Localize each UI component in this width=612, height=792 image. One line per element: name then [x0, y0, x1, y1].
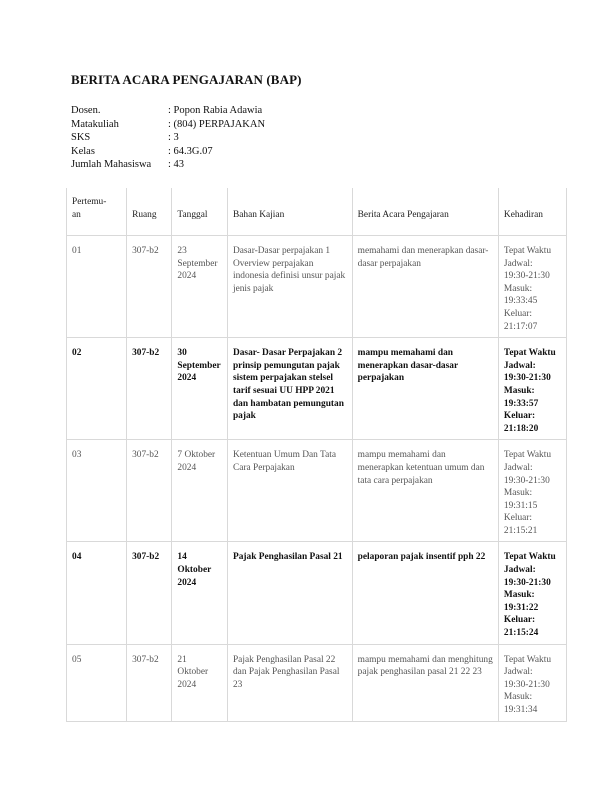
- cell-bahan-kajian: Dasar- Dasar Perpajakan 2 prinsip pemungutan pajak sistem perpajakan stelsel tarif sesuai UU HPP 2021 dan hambatan pemungutan pajak: [227, 338, 352, 440]
- kehadiran-masuk: 19:31:15: [503, 500, 538, 511]
- info-label: Dosen.: [71, 105, 101, 116]
- cell-pertemuan: 05: [67, 644, 127, 721]
- cell-tanggal: 23 September 2024: [172, 236, 228, 338]
- info-label: Kelas: [71, 145, 95, 157]
- kehadiran-jadwal: 19:30-21:30: [503, 577, 551, 588]
- cell-bahan-kajian: Dasar-Dasar perpajakan 1 Overview perpajakan indonesia definisi unsur pajak jenis pajak: [227, 236, 352, 338]
- cell-pertemuan: 02: [67, 338, 127, 440]
- kehadiran-jadwal: 19:30-21:30: [503, 271, 550, 282]
- kehadiran-masuk-label: Masuk:: [503, 385, 535, 396]
- info-value: : Popon Rabia Adawia: [168, 105, 263, 116]
- kehadiran-keluar-label: Keluar:: [503, 615, 536, 626]
- info-label: Jumlah Mahasiswa: [71, 159, 152, 170]
- table-row: [67, 542, 567, 644]
- cell-kehadiran: [498, 236, 566, 338]
- info-label: Matakuliah: [71, 118, 119, 130]
- page-title: BERITA ACARA PENGAJARAN (BAP): [71, 72, 302, 87]
- info-label: SKS: [71, 132, 91, 143]
- cell-berita-acara: mampu memahami dan menerapkan ketentuan umum dan tata cara perpajakan: [352, 440, 498, 542]
- header-ruang: Ruang: [127, 188, 172, 236]
- cell-bahan-kajian: Pajak Penghasilan Pasal 22 dan Pajak Penghasilan Pasal 23: [227, 644, 352, 721]
- info-value: : (804) PERPAJAKAN: [168, 118, 266, 130]
- kehadiran-jadwal-label: Jadwal:: [503, 462, 533, 473]
- kehadiran-jadwal-label: Jadwal:: [503, 258, 533, 269]
- kehadiran-masuk-label: Masuk:: [503, 590, 535, 601]
- bap-table: [66, 188, 567, 722]
- header-kehadiran: Kehadiran: [498, 188, 566, 236]
- cell-ruang: 307-b2: [127, 644, 172, 721]
- cell-tanggal: 21 Oktober 2024: [172, 644, 228, 721]
- table-header-row: [67, 188, 567, 236]
- kehadiran-jadwal-label: Jadwal:: [503, 667, 533, 678]
- kehadiran-masuk: 19:33:57: [503, 398, 539, 409]
- cell-tanggal: 7 Oktober 2024: [172, 440, 228, 542]
- kehadiran-status: Tepat Waktu: [503, 654, 552, 665]
- kehadiran-masuk-label: Masuk:: [503, 692, 533, 703]
- cell-berita-acara: memahami dan menerapkan dasar-dasar perpajakan: [352, 236, 498, 338]
- info-row-sks: [71, 131, 265, 145]
- kehadiran-status: Tepat Waktu: [503, 348, 556, 359]
- cell-kehadiran: [498, 644, 566, 721]
- cell-pertemuan: 03: [67, 440, 127, 542]
- info-value: : 64.3G.07: [168, 145, 213, 157]
- header-tanggal: Tanggal: [172, 188, 228, 236]
- table-row: [67, 644, 567, 721]
- info-row-jumlah-mahasiswa: [71, 158, 265, 172]
- header-bahan-kajian: Bahan Kajian: [227, 188, 352, 236]
- kehadiran-keluar-label: Keluar:: [503, 308, 533, 319]
- cell-ruang: 307-b2: [127, 542, 172, 644]
- info-row-dosen: [71, 104, 265, 118]
- kehadiran-status: Tepat Waktu: [503, 246, 552, 256]
- kehadiran-status: Tepat Waktu: [503, 450, 552, 461]
- cell-pertemuan: 04: [67, 542, 127, 644]
- kehadiran-masuk: 19:33:45: [503, 296, 538, 307]
- cell-ruang: 307-b2: [127, 338, 172, 440]
- table-row: [67, 440, 567, 542]
- kehadiran-masuk-label: Masuk:: [503, 283, 533, 294]
- table-row: [67, 338, 567, 440]
- kehadiran-jadwal-label: Jadwal:: [503, 565, 536, 576]
- kehadiran-jadwal: 19:30-21:30: [503, 373, 551, 384]
- header-berita-acara: Berita Acara Pengajaran: [352, 188, 498, 236]
- cell-pertemuan: 01: [67, 236, 127, 338]
- cell-ruang: 307-b2: [127, 440, 172, 542]
- cell-bahan-kajian: Pajak Penghasilan Pasal 21: [227, 542, 352, 644]
- cell-berita-acara: mampu memahami dan menerapkan dasar-dasar perpajakan: [352, 338, 498, 440]
- cell-kehadiran: [498, 542, 566, 644]
- header-pertemuan: Pertemu- an: [67, 188, 127, 236]
- info-value: : 43: [168, 159, 185, 170]
- cell-tanggal: 14 Oktober 2024: [172, 542, 228, 644]
- info-row-matakuliah: [71, 118, 265, 132]
- course-info: [71, 104, 265, 172]
- cell-kehadiran: [498, 440, 566, 542]
- kehadiran-status: Tepat Waktu: [503, 552, 556, 563]
- kehadiran-keluar-label: Keluar:: [503, 513, 533, 524]
- kehadiran-jadwal: 19:30-21:30: [503, 475, 550, 486]
- info-value: : 3: [168, 132, 179, 143]
- kehadiran-keluar: 21:17:07: [503, 321, 538, 332]
- cell-tanggal: 30 September 2024: [172, 338, 228, 440]
- cell-berita-acara: pelaporan pajak insentif pph 22: [352, 542, 498, 644]
- kehadiran-keluar: 21:15:24: [503, 628, 539, 639]
- kehadiran-jadwal: 19:30-21:30: [503, 679, 550, 690]
- cell-kehadiran: [498, 338, 566, 440]
- kehadiran-masuk: 19:31:22: [503, 602, 539, 613]
- kehadiran-masuk: 19:31:34: [503, 705, 538, 715]
- info-row-kelas: [71, 145, 265, 159]
- table-row: [67, 236, 567, 338]
- cell-berita-acara: mampu memahami dan menghitung pajak penghasilan pasal 21 22 23: [352, 644, 498, 721]
- kehadiran-keluar: 21:15:21: [503, 525, 538, 536]
- kehadiran-keluar: 21:18:20: [503, 423, 539, 434]
- cell-ruang: 307-b2: [127, 236, 172, 338]
- kehadiran-keluar-label: Keluar:: [503, 411, 536, 422]
- kehadiran-masuk-label: Masuk:: [503, 488, 533, 499]
- cell-bahan-kajian: Ketentuan Umum Dan Tata Cara Perpajakan: [227, 440, 352, 542]
- kehadiran-jadwal-label: Jadwal:: [503, 360, 536, 371]
